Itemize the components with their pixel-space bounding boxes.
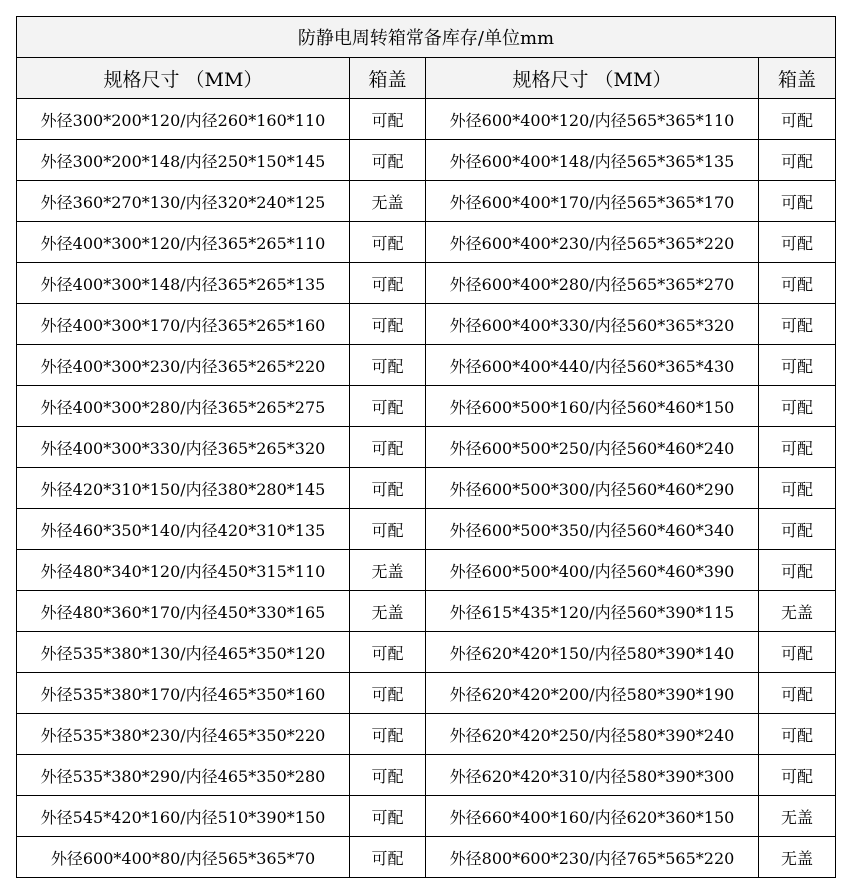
spec-right-cell: 外径620*420*200/内径580*390*190 xyxy=(426,673,759,714)
lid-left-cell: 可配 xyxy=(350,673,426,714)
spec-left-cell: 外径535*380*170/内径465*350*160 xyxy=(17,673,350,714)
lid-right-cell: 可配 xyxy=(759,140,836,181)
lid-right-cell: 可配 xyxy=(759,345,836,386)
lid-left-cell: 可配 xyxy=(350,714,426,755)
table-row xyxy=(17,304,836,345)
lid-left-cell: 可配 xyxy=(350,468,426,509)
lid-right-cell: 可配 xyxy=(759,714,836,755)
lid-left-cell: 可配 xyxy=(350,263,426,304)
table-row xyxy=(17,632,836,673)
spec-right-cell: 外径600*500*300/内径560*460*290 xyxy=(426,468,759,509)
spec-left-cell: 外径600*400*80/内径565*365*70 xyxy=(17,837,350,878)
lid-right-cell: 可配 xyxy=(759,427,836,468)
lid-right-cell: 无盖 xyxy=(759,837,836,878)
lid-left-cell: 可配 xyxy=(350,509,426,550)
lid-right-cell: 可配 xyxy=(759,181,836,222)
spec-right-cell: 外径600*400*330/内径560*365*320 xyxy=(426,304,759,345)
table-row xyxy=(17,140,836,181)
table-body xyxy=(17,99,836,878)
lid-right-cell: 可配 xyxy=(759,386,836,427)
lid-right-cell: 可配 xyxy=(759,222,836,263)
lid-right-cell: 可配 xyxy=(759,550,836,591)
spec-left-cell: 外径400*300*148/内径365*265*135 xyxy=(17,263,350,304)
spec-right-cell: 外径800*600*230/内径765*565*220 xyxy=(426,837,759,878)
spec-left-cell: 外径400*300*230/内径365*265*220 xyxy=(17,345,350,386)
table-row xyxy=(17,263,836,304)
spec-left-cell: 外径400*300*330/内径365*265*320 xyxy=(17,427,350,468)
table-row xyxy=(17,673,836,714)
table-row xyxy=(17,99,836,140)
table-row xyxy=(17,837,836,878)
spec-right-cell: 外径600*500*400/内径560*460*390 xyxy=(426,550,759,591)
spec-right-cell: 外径620*420*150/内径580*390*140 xyxy=(426,632,759,673)
spec-left-cell: 外径400*300*120/内径365*265*110 xyxy=(17,222,350,263)
lid-right-cell: 可配 xyxy=(759,99,836,140)
lid-right-cell: 无盖 xyxy=(759,591,836,632)
lid-left-cell: 可配 xyxy=(350,427,426,468)
lid-left-cell: 可配 xyxy=(350,796,426,837)
spec-left-cell: 外径535*380*230/内径465*350*220 xyxy=(17,714,350,755)
table-title: 防静电周转箱常备库存/单位mm xyxy=(17,17,836,58)
lid-right-cell: 可配 xyxy=(759,263,836,304)
table-row xyxy=(17,591,836,632)
lid-right-cell: 可配 xyxy=(759,468,836,509)
spec-right-cell: 外径600*400*148/内径565*365*135 xyxy=(426,140,759,181)
spec-left-cell: 外径535*380*290/内径465*350*280 xyxy=(17,755,350,796)
spec-left-cell: 外径545*420*160/内径510*390*150 xyxy=(17,796,350,837)
lid-left-cell: 可配 xyxy=(350,99,426,140)
inventory-table-container xyxy=(16,16,835,878)
table-row xyxy=(17,509,836,550)
lid-left-cell: 可配 xyxy=(350,345,426,386)
table-row xyxy=(17,427,836,468)
spec-left-cell: 外径400*300*170/内径365*265*160 xyxy=(17,304,350,345)
spec-left-cell: 外径480*360*170/内径450*330*165 xyxy=(17,591,350,632)
lid-left-cell: 可配 xyxy=(350,222,426,263)
table-row xyxy=(17,714,836,755)
lid-left-cell: 无盖 xyxy=(350,591,426,632)
lid-left-cell: 无盖 xyxy=(350,181,426,222)
lid-left-cell: 可配 xyxy=(350,140,426,181)
table-row xyxy=(17,550,836,591)
table-row xyxy=(17,345,836,386)
table-row xyxy=(17,386,836,427)
lid-left-cell: 可配 xyxy=(350,304,426,345)
spec-right-cell: 外径600*500*350/内径560*460*340 xyxy=(426,509,759,550)
spec-left-cell: 外径360*270*130/内径320*240*125 xyxy=(17,181,350,222)
lid-right-cell: 无盖 xyxy=(759,796,836,837)
spec-right-cell: 外径620*420*310/内径580*390*300 xyxy=(426,755,759,796)
spec-left-cell: 外径460*350*140/内径420*310*135 xyxy=(17,509,350,550)
lid-left-cell: 可配 xyxy=(350,755,426,796)
table-row xyxy=(17,755,836,796)
spec-left-cell: 外径300*200*148/内径250*150*145 xyxy=(17,140,350,181)
spec-left-cell: 外径400*300*280/内径365*265*275 xyxy=(17,386,350,427)
spec-right-cell: 外径600*500*160/内径560*460*150 xyxy=(426,386,759,427)
table-row xyxy=(17,222,836,263)
spec-right-cell: 外径600*400*230/内径565*365*220 xyxy=(426,222,759,263)
table-row xyxy=(17,796,836,837)
spec-right-cell: 外径600*400*280/内径565*365*270 xyxy=(426,263,759,304)
spec-left-cell: 外径300*200*120/内径260*160*110 xyxy=(17,99,350,140)
lid-right-cell: 可配 xyxy=(759,304,836,345)
spec-right-cell: 外径620*420*250/内径580*390*240 xyxy=(426,714,759,755)
spec-right-cell: 外径600*400*120/内径565*365*110 xyxy=(426,99,759,140)
header-lid-right: 箱盖 xyxy=(759,58,836,99)
spec-left-cell: 外径420*310*150/内径380*280*145 xyxy=(17,468,350,509)
spec-left-cell: 外径480*340*120/内径450*315*110 xyxy=(17,550,350,591)
spec-right-cell: 外径615*435*120/内径560*390*115 xyxy=(426,591,759,632)
lid-left-cell: 可配 xyxy=(350,632,426,673)
table-row xyxy=(17,181,836,222)
spec-right-cell: 外径600*500*250/内径560*460*240 xyxy=(426,427,759,468)
spec-right-cell: 外径660*400*160/内径620*360*150 xyxy=(426,796,759,837)
lid-right-cell: 可配 xyxy=(759,509,836,550)
header-spec-left: 规格尺寸 （MM） xyxy=(17,58,350,99)
lid-right-cell: 可配 xyxy=(759,632,836,673)
lid-right-cell: 可配 xyxy=(759,755,836,796)
lid-left-cell: 可配 xyxy=(350,837,426,878)
lid-left-cell: 可配 xyxy=(350,386,426,427)
header-lid-left: 箱盖 xyxy=(350,58,426,99)
spec-left-cell: 外径535*380*130/内径465*350*120 xyxy=(17,632,350,673)
table-header-row xyxy=(17,58,836,99)
spec-right-cell: 外径600*400*170/内径565*365*170 xyxy=(426,181,759,222)
spec-right-cell: 外径600*400*440/内径560*365*430 xyxy=(426,345,759,386)
header-spec-right: 规格尺寸 （MM） xyxy=(426,58,759,99)
lid-left-cell: 无盖 xyxy=(350,550,426,591)
table-title-row xyxy=(17,17,836,58)
lid-right-cell: 可配 xyxy=(759,673,836,714)
table-row xyxy=(17,468,836,509)
inventory-table xyxy=(16,16,836,878)
